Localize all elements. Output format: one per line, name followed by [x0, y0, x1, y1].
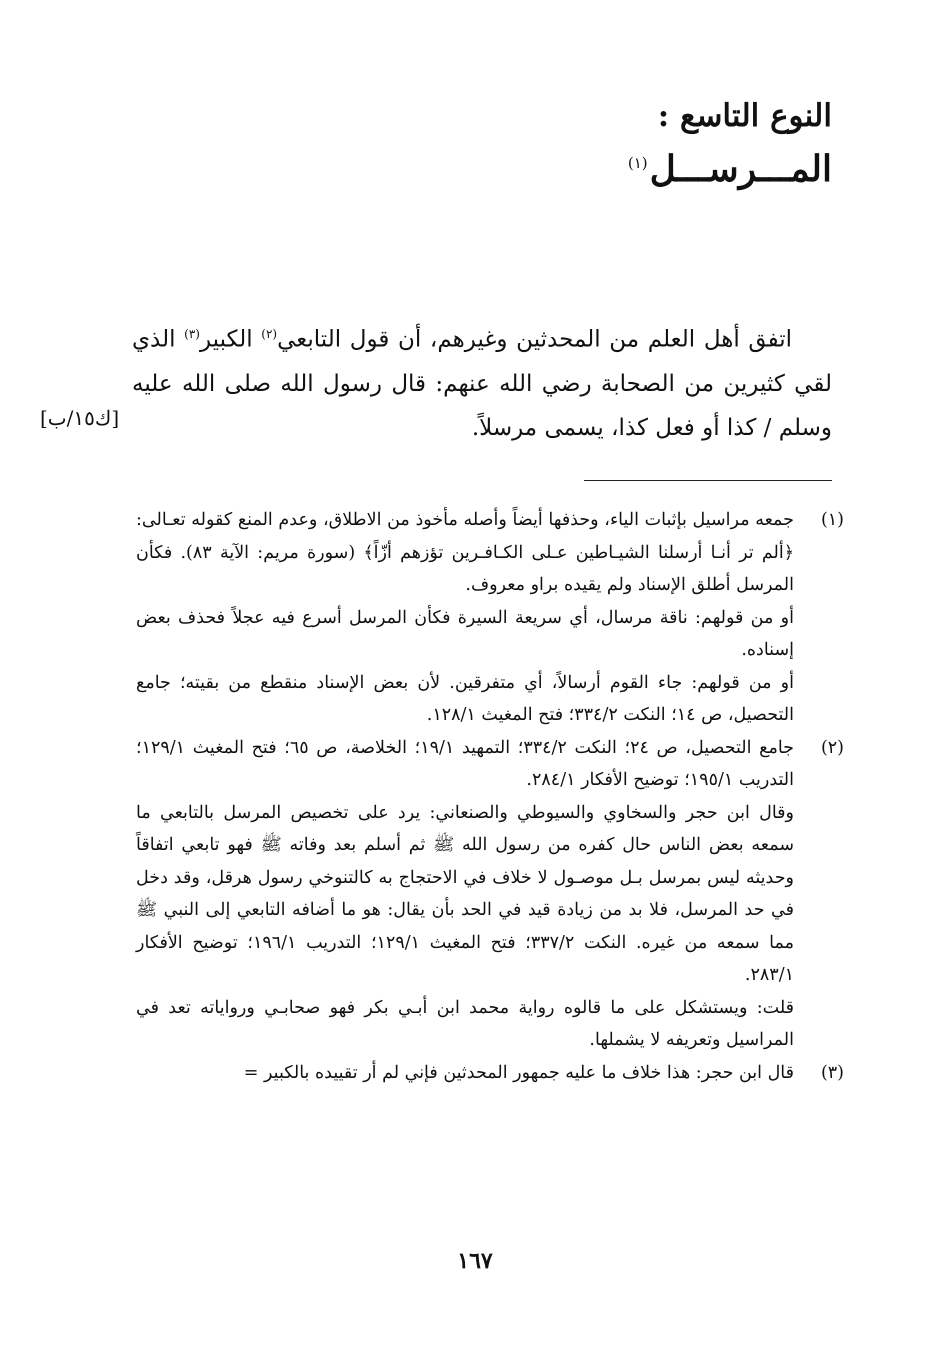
- footnote-paragraph: قال ابن حجر: هذا خلاف ما عليه جمهور المحدثين فإني لم أر تقييده بالكبير =: [243, 1062, 794, 1083]
- footnote-2: [136, 732, 844, 1057]
- footnote-paragraph: أو من قولهم: ناقة مرسال، أي سريعة السيرة فكأن المرسل أسرع فيه عجلاً فحذف بعض إسناده.: [136, 607, 794, 660]
- footnote-3: [136, 1057, 844, 1090]
- paragraph-text-part-c: الذي لقي كثيرين من الصحابة رضي الله عنهم: قال رسول الله صلى الله عليه وسلم / كذا أو فعل كذا، يسمى مرسلاً.: [132, 326, 832, 441]
- page-number: ١٦٧: [457, 1248, 493, 1274]
- chapter-title-text: المـــرســـل: [649, 148, 832, 190]
- footnote-paragraph: جامع التحصيل، ص ٢٤؛ النكت ٣٣٤/٢؛ التمهيد ١٩/١؛ الخلاصة، ص ٦٥؛ فتح المغيث ١٢٩/١؛ التدريب ١٩٥/١؛ توضيح الأفكار ٢٨٤/١.: [136, 737, 795, 790]
- paragraph-text-part-a: اتفق أهل العلم من المحدثين وغيرهم، أن قول التابعي: [277, 326, 793, 353]
- footnote-1: [136, 504, 844, 732]
- footnote-paragraph: قلت: ويستشكل على ما قالوه رواية محمد ابن أبـي بكر فهو صحابـي ورواياته تعد في المراسيل وتعريفه لا يشملها.: [136, 997, 794, 1050]
- footnote-paragraph: جمعه مراسيل بإثبات الياء، وحذفها أيضاً وأصله مأخوذ من الاطلاق، وعدم المنع كقوله تعـالى: ﴿ألم تر أنـا أرسلنا الشيـاطين عـلى الكـافـرين تؤزهم أزّاً﴾ (سورة مريم: الآية ٨٣). فكأن المرسل أطلق الإسناد ولم يقيده براو معروف.: [136, 510, 794, 595]
- chapter-heading: النوع التاسع :: [657, 98, 832, 134]
- footnote-marker-3: (٣): [184, 327, 200, 341]
- footnote-marker-1: (١): [627, 154, 648, 172]
- chapter-title: [628, 148, 832, 190]
- footnote-marker-2: (٢): [261, 327, 278, 341]
- footnote-separator: [584, 480, 832, 481]
- footnote-paragraph: وقال ابن حجر والسخاوي والسيوطي والصنعاني: يرد على تخصيص المرسل بالتابعي ما سمعه بعض الناس حال كفره من رسول الله ﷺ ثم أسلم بعد وفاته ﷺ فهو تابعي اتفاقاً وحديثه ليس بمرسل بـل موصـول لا خلاف في الاحتجاج به كالتنوخي رسول هرقل، وقد دخل في حد المرسل، فلا بد من زيادة قيد في الحد بأن يقال: هو ما أضافه التابعي إلى النبي ﷺ مما سمعه من غيره. النكت ٣٣٧/٢؛ فتح المغيث ١٢٩/١؛ التدريب ١٩٦/١؛ توضيح الأفكار ٢٨٣/١.: [136, 802, 794, 985]
- manuscript-folio-reference: [ك١٥/ب]: [40, 406, 120, 430]
- footnote-number: (١): [820, 510, 844, 530]
- paragraph-text-part-b: الكبير: [199, 326, 262, 353]
- main-paragraph: [132, 312, 832, 450]
- footnote-number: (٢): [820, 737, 844, 758]
- footnotes-section: [136, 504, 844, 1089]
- footnote-number: (٣): [820, 1062, 844, 1083]
- footnote-paragraph: أو من قولهم: جاء القوم أرسالاً، أي متفرقين. لأن بعض الإسناد منقطع من بقيته؛ جامع التحصيل، ص ١٤؛ النكت ٣٣٤/٢؛ فتح المغيث ١٢٨/١.: [136, 672, 794, 725]
